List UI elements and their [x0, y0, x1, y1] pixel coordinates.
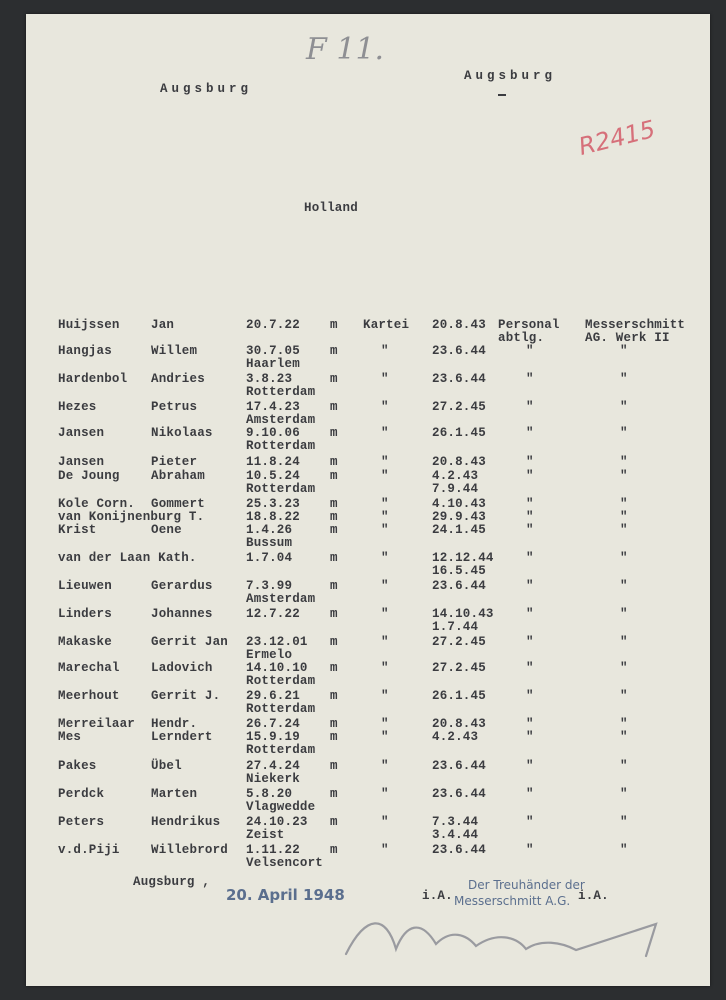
- cell-given: Hendr.: [151, 717, 198, 731]
- cell-source: ": [381, 523, 389, 537]
- cell-dept: ": [526, 551, 534, 565]
- cell-birth: 12.7.22: [246, 607, 300, 621]
- cell-given: Hendrikus: [151, 815, 221, 829]
- cell-source: ": [381, 344, 389, 358]
- cell-source: ": [381, 730, 389, 744]
- cell-given: Andries: [151, 372, 205, 386]
- cell-birth: Rotterdam: [246, 385, 316, 399]
- cell-surname: van Konijnenburg T.: [58, 510, 205, 524]
- cell-birth: 18.8.22: [246, 510, 300, 524]
- cell-dept: ": [526, 635, 534, 649]
- cell-given: Jan: [151, 318, 175, 332]
- cell-surname: van der Laan Kath.: [58, 551, 197, 565]
- cell-date: 23.6.44: [432, 344, 486, 358]
- cell-given: Gerrit Jan: [151, 635, 229, 649]
- cell-date: 4.10.43: [432, 497, 486, 511]
- cell-firm: ": [620, 787, 628, 801]
- cell-date: 4.2.43: [432, 469, 479, 483]
- cell-given: Willem: [151, 344, 198, 358]
- cell-surname: Meerhout: [58, 689, 120, 703]
- cell-source: ": [381, 455, 389, 469]
- cell-birth: 26.7.24: [246, 717, 300, 731]
- stamp-line-1: Der Treuhänder der: [468, 878, 585, 892]
- cell-given: Oene: [151, 523, 182, 537]
- cell-date: 23.6.44: [432, 372, 486, 386]
- cell-date: 4.2.43: [432, 730, 479, 744]
- cell-dept: ": [526, 689, 534, 703]
- cell-firm: ": [620, 510, 628, 524]
- ia-right: i.A.: [578, 889, 609, 903]
- header-city-left: Augsburg: [160, 82, 253, 96]
- cell-sex: m: [330, 607, 338, 621]
- cell-date: 14.10.43: [432, 607, 494, 621]
- cell-firm: ": [620, 635, 628, 649]
- cell-birth: 29.6.21: [246, 689, 300, 703]
- cell-birth: 1.11.22: [246, 843, 300, 857]
- cell-dept: ": [526, 717, 534, 731]
- cell-birth: Rotterdam: [246, 482, 316, 496]
- cell-sex: m: [330, 318, 338, 332]
- cell-given: Ladovich: [151, 661, 213, 675]
- cell-date: 27.2.45: [432, 635, 486, 649]
- cell-birth: 24.10.23: [246, 815, 308, 829]
- cell-sex: m: [330, 400, 338, 414]
- cell-surname: Krist: [58, 523, 97, 537]
- cell-source: ": [381, 661, 389, 675]
- cell-date: 27.2.45: [432, 400, 486, 414]
- cell-source: Kartei: [363, 318, 410, 332]
- cell-dept: ": [526, 469, 534, 483]
- cell-date: 26.1.45: [432, 426, 486, 440]
- cell-given: Übel: [151, 759, 182, 773]
- cell-given: Gommert: [151, 497, 205, 511]
- cell-firm: ": [620, 426, 628, 440]
- cell-surname: Jansen: [58, 455, 105, 469]
- signature-icon: [326, 894, 686, 974]
- cell-birth: 23.12.01: [246, 635, 308, 649]
- cell-surname: De Joung: [58, 469, 120, 483]
- cell-date: 12.12.44: [432, 551, 494, 565]
- cell-surname: Huijssen: [58, 318, 120, 332]
- document-page: [26, 14, 710, 986]
- cell-given: Gerardus: [151, 579, 213, 593]
- cell-birth: 25.3.23: [246, 497, 300, 511]
- cell-dept: ": [526, 815, 534, 829]
- underline-mark: [498, 94, 506, 96]
- cell-birth: 30.7.05: [246, 344, 300, 358]
- cell-surname: Makaske: [58, 635, 112, 649]
- cell-birth: Rotterdam: [246, 702, 316, 716]
- cell-date: 23.6.44: [432, 843, 486, 857]
- cell-source: ": [381, 426, 389, 440]
- cell-sex: m: [330, 497, 338, 511]
- cell-source: ": [381, 510, 389, 524]
- cell-birth: Niekerk: [246, 772, 300, 786]
- cell-dept: ": [526, 426, 534, 440]
- cell-source: ": [381, 787, 389, 801]
- cell-surname: Hangjas: [58, 344, 112, 358]
- cell-birth: Rotterdam: [246, 743, 316, 757]
- stamp-line-2: Messerschmitt A.G.: [454, 894, 571, 908]
- cell-date: 27.2.45: [432, 661, 486, 675]
- cell-date: 23.6.44: [432, 579, 486, 593]
- cell-sex: m: [330, 523, 338, 537]
- cell-birth: Amsterdam: [246, 413, 316, 427]
- cell-dept: ": [526, 730, 534, 744]
- footer-city: Augsburg ,: [133, 875, 211, 889]
- cell-date: 1.7.44: [432, 620, 479, 634]
- cell-date: 7.9.44: [432, 482, 479, 496]
- cell-date: 16.5.45: [432, 564, 486, 578]
- cell-sex: m: [330, 510, 338, 524]
- cell-firm: Messerschmitt: [585, 318, 686, 332]
- cell-date: 7.3.44: [432, 815, 479, 829]
- cell-source: ": [381, 717, 389, 731]
- cell-firm: ": [620, 843, 628, 857]
- cell-firm: ": [620, 455, 628, 469]
- cell-birth: 5.8.20: [246, 787, 293, 801]
- cell-surname: v.d.Piji: [58, 843, 120, 857]
- cell-surname: Lieuwen: [58, 579, 112, 593]
- cell-firm: ": [620, 759, 628, 773]
- cell-dept: ": [526, 661, 534, 675]
- cell-source: ": [381, 551, 389, 565]
- cell-firm: ": [620, 469, 628, 483]
- cell-dept: ": [526, 510, 534, 524]
- cell-surname: Pakes: [58, 759, 97, 773]
- cell-surname: Jansen: [58, 426, 105, 440]
- cell-sex: m: [330, 759, 338, 773]
- cell-source: ": [381, 759, 389, 773]
- cell-dept: ": [526, 455, 534, 469]
- cell-birth: 7.3.99: [246, 579, 293, 593]
- cell-surname: Linders: [58, 607, 112, 621]
- cell-firm: ": [620, 497, 628, 511]
- cell-birth: Rotterdam: [246, 439, 316, 453]
- cell-sex: m: [330, 730, 338, 744]
- cell-firm: ": [620, 344, 628, 358]
- cell-given: Lerndert: [151, 730, 213, 744]
- cell-given: Pieter: [151, 455, 198, 469]
- cell-dept: Personal: [498, 318, 560, 332]
- cell-sex: m: [330, 717, 338, 731]
- cell-dept: ": [526, 607, 534, 621]
- cell-dept: abtlg.: [498, 331, 545, 345]
- cell-source: ": [381, 689, 389, 703]
- cell-dept: ": [526, 843, 534, 857]
- cell-dept: ": [526, 787, 534, 801]
- cell-firm: ": [620, 815, 628, 829]
- cell-given: Petrus: [151, 400, 198, 414]
- cell-firm: ": [620, 661, 628, 675]
- cell-dept: ": [526, 344, 534, 358]
- cell-surname: Hezes: [58, 400, 97, 414]
- cell-date: 26.1.45: [432, 689, 486, 703]
- cell-birth: 11.8.24: [246, 455, 300, 469]
- pencil-note: F 11.: [306, 32, 385, 67]
- cell-birth: Ermelo: [246, 648, 293, 662]
- cell-sex: m: [330, 372, 338, 386]
- cell-sex: m: [330, 455, 338, 469]
- cell-firm: ": [620, 730, 628, 744]
- cell-given: Marten: [151, 787, 198, 801]
- cell-firm: ": [620, 607, 628, 621]
- cell-source: ": [381, 372, 389, 386]
- cell-source: ": [381, 635, 389, 649]
- cell-source: ": [381, 843, 389, 857]
- cell-birth: Haarlem: [246, 357, 300, 371]
- cell-given: Willebrord: [151, 843, 229, 857]
- red-note: R2415: [575, 115, 658, 161]
- cell-sex: m: [330, 815, 338, 829]
- cell-date: 3.4.44: [432, 828, 479, 842]
- cell-birth: 14.10.10: [246, 661, 308, 675]
- cell-birth: 20.7.22: [246, 318, 300, 332]
- page-title: Holland: [304, 201, 358, 215]
- cell-source: ": [381, 815, 389, 829]
- cell-birth: 1.7.04: [246, 551, 293, 565]
- cell-surname: Perdck: [58, 787, 105, 801]
- cell-sex: m: [330, 426, 338, 440]
- cell-surname: Marechal: [58, 661, 120, 675]
- cell-date: 20.8.43: [432, 717, 486, 731]
- cell-dept: ": [526, 497, 534, 511]
- cell-source: ": [381, 497, 389, 511]
- cell-sex: m: [330, 787, 338, 801]
- header-city-right: Augsburg: [464, 69, 557, 83]
- cell-birth: 9.10.06: [246, 426, 300, 440]
- cell-birth: 15.9.19: [246, 730, 300, 744]
- cell-birth: Vlagwedde: [246, 800, 316, 814]
- cell-birth: Zeist: [246, 828, 285, 842]
- cell-firm: ": [620, 579, 628, 593]
- cell-firm: ": [620, 689, 628, 703]
- cell-date: 24.1.45: [432, 523, 486, 537]
- cell-firm: ": [620, 523, 628, 537]
- cell-date: 23.6.44: [432, 759, 486, 773]
- cell-birth: 17.4.23: [246, 400, 300, 414]
- cell-dept: ": [526, 523, 534, 537]
- cell-firm: ": [620, 372, 628, 386]
- cell-birth: 1.4.26: [246, 523, 293, 537]
- cell-dept: ": [526, 579, 534, 593]
- cell-source: ": [381, 469, 389, 483]
- cell-surname: Mes: [58, 730, 82, 744]
- cell-date: 23.6.44: [432, 787, 486, 801]
- cell-source: ": [381, 400, 389, 414]
- cell-sex: m: [330, 469, 338, 483]
- cell-given: Gerrit J.: [151, 689, 221, 703]
- cell-date: 20.8.43: [432, 455, 486, 469]
- cell-sex: m: [330, 551, 338, 565]
- cell-sex: m: [330, 635, 338, 649]
- cell-birth: Bussum: [246, 536, 293, 550]
- cell-dept: ": [526, 400, 534, 414]
- cell-birth: 10.5.24: [246, 469, 300, 483]
- cell-surname: Hardenbol: [58, 372, 128, 386]
- cell-firm: AG. Werk II: [585, 331, 670, 345]
- cell-birth: Velsencort: [246, 856, 324, 870]
- cell-firm: ": [620, 400, 628, 414]
- cell-sex: m: [330, 689, 338, 703]
- ia-left: i.A.: [422, 889, 453, 903]
- cell-date: 29.9.43: [432, 510, 486, 524]
- cell-surname: Merreilaar: [58, 717, 136, 731]
- cell-source: ": [381, 607, 389, 621]
- cell-given: Abraham: [151, 469, 205, 483]
- cell-sex: m: [330, 579, 338, 593]
- cell-given: Johannes: [151, 607, 213, 621]
- cell-surname: Peters: [58, 815, 105, 829]
- cell-given: Nikolaas: [151, 426, 213, 440]
- cell-sex: m: [330, 843, 338, 857]
- cell-sex: m: [330, 661, 338, 675]
- cell-firm: ": [620, 717, 628, 731]
- cell-birth: Amsterdam: [246, 592, 316, 606]
- cell-birth: 27.4.24: [246, 759, 300, 773]
- cell-date: 20.8.43: [432, 318, 486, 332]
- date-stamp: 20. April 1948: [226, 886, 345, 904]
- cell-surname: Kole Corn.: [58, 497, 136, 511]
- cell-birth: Rotterdam: [246, 674, 316, 688]
- cell-sex: m: [330, 344, 338, 358]
- cell-source: ": [381, 579, 389, 593]
- cell-firm: ": [620, 551, 628, 565]
- cell-dept: ": [526, 759, 534, 773]
- cell-dept: ": [526, 372, 534, 386]
- cell-birth: 3.8.23: [246, 372, 293, 386]
